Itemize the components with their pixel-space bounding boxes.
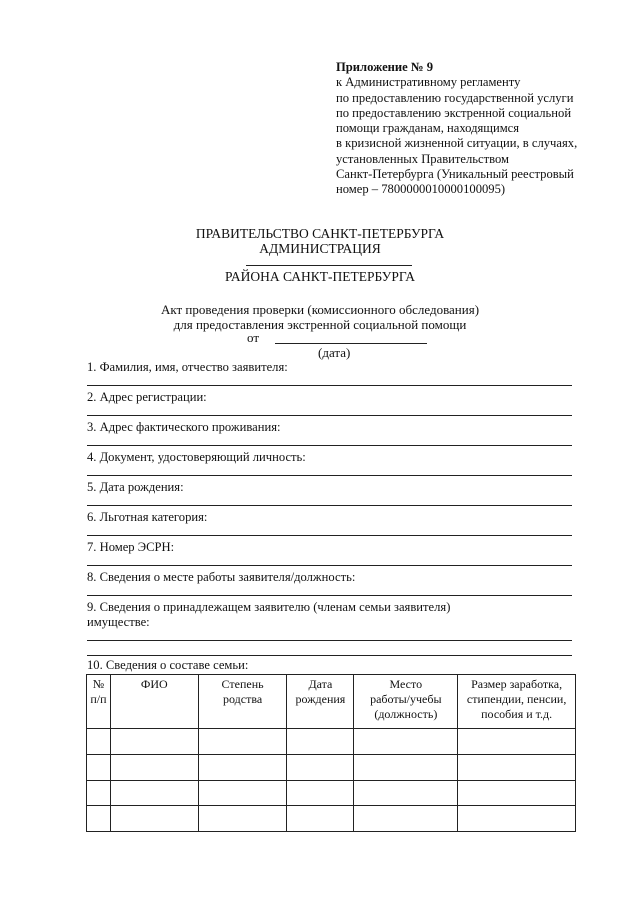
field-birth-date-line (87, 505, 572, 506)
field-property-label-cont: имуществе: (87, 615, 150, 629)
field-benefit-category-label: 6. Льготная категория: (87, 510, 208, 524)
table-row (87, 780, 576, 806)
appendix-line: по предоставлению экстренной социальной (336, 105, 572, 120)
appendix-line: Санкт-Петербурга (Уникальный реестровый (336, 167, 574, 182)
header-cell-relationship: Степень родства (198, 675, 287, 729)
field-registration-address-line (87, 415, 572, 416)
field-applicant-name-line (87, 385, 572, 386)
appendix-line: в кризисной жизненной ситуации, в случаях, (336, 136, 578, 151)
appendix-line: к Административному регламенту (336, 75, 521, 90)
field-property-label: 9. Сведения о принадлежащем заявителю (членам семьи заявителя) (87, 600, 451, 614)
field-property-line (87, 640, 572, 641)
field-workplace-label: 8. Сведения о месте работы заявителя/должность: (87, 570, 356, 584)
header-cell-income: Размер заработка, стипендии, пенсии, пособия и т.д. (458, 675, 576, 729)
government-heading: ПРАВИТЕЛЬСТВО САНКТ-ПЕТЕРБУРГА (195, 226, 445, 241)
appendix-line: помощи гражданам, находящимся (336, 121, 520, 136)
header-cell-workplace: Место работы/учебы (должность) (354, 675, 458, 729)
family-table (86, 674, 576, 832)
field-benefit-category-line (87, 535, 572, 536)
field-esrn-number-line (87, 565, 572, 566)
field-actual-address-label: 3. Адрес фактического проживания: (87, 420, 281, 434)
act-date-caption: (дата) (318, 345, 351, 360)
table-row (87, 806, 576, 832)
field-actual-address-line (87, 445, 572, 446)
field-family-composition-label: 10. Сведения о составе семьи: (87, 658, 249, 672)
field-applicant-name-label: 1. Фамилия, имя, отчество заявителя: (87, 360, 288, 374)
field-workplace-line (87, 595, 572, 596)
field-birth-date-label: 5. Дата рождения: (87, 480, 184, 494)
appendix-line: по предоставлению государственной услуги (336, 90, 574, 105)
administration-heading: АДМИНИСТРАЦИЯ (259, 241, 381, 256)
appendix-line: установленных Правительством (336, 151, 509, 166)
field-registration-address-label: 2. Адрес регистрации: (87, 390, 207, 404)
header-cell-full-name: ФИО (110, 675, 198, 729)
header-cell-birth-date: Дата рождения (287, 675, 354, 729)
appendix-block (336, 60, 626, 198)
district-name-blank-line (246, 265, 412, 266)
act-title-line1: Акт проведения проверки (комиссионного обследования) (160, 302, 480, 317)
district-heading: РАЙОНА САНКТ-ПЕТЕРБУРГА (225, 269, 415, 284)
header-cell-number: № п/п (87, 675, 111, 729)
field-property-line (87, 655, 572, 656)
family-table-header-row (87, 675, 576, 729)
field-identity-document-label: 4. Документ, удостоверяющий личность: (87, 450, 306, 464)
act-date-blank-line (275, 343, 427, 344)
act-title-line2: для предоставления экстренной социальной помощи (173, 317, 467, 332)
appendix-line: номер – 7800000010000100095) (336, 182, 506, 197)
table-row (87, 754, 576, 780)
table-row (87, 729, 576, 755)
appendix-title: Приложение № 9 (336, 60, 434, 74)
field-identity-document-line (87, 475, 572, 476)
field-esrn-number-label: 7. Номер ЭСРН: (87, 540, 175, 554)
act-from-label: от (247, 330, 260, 345)
